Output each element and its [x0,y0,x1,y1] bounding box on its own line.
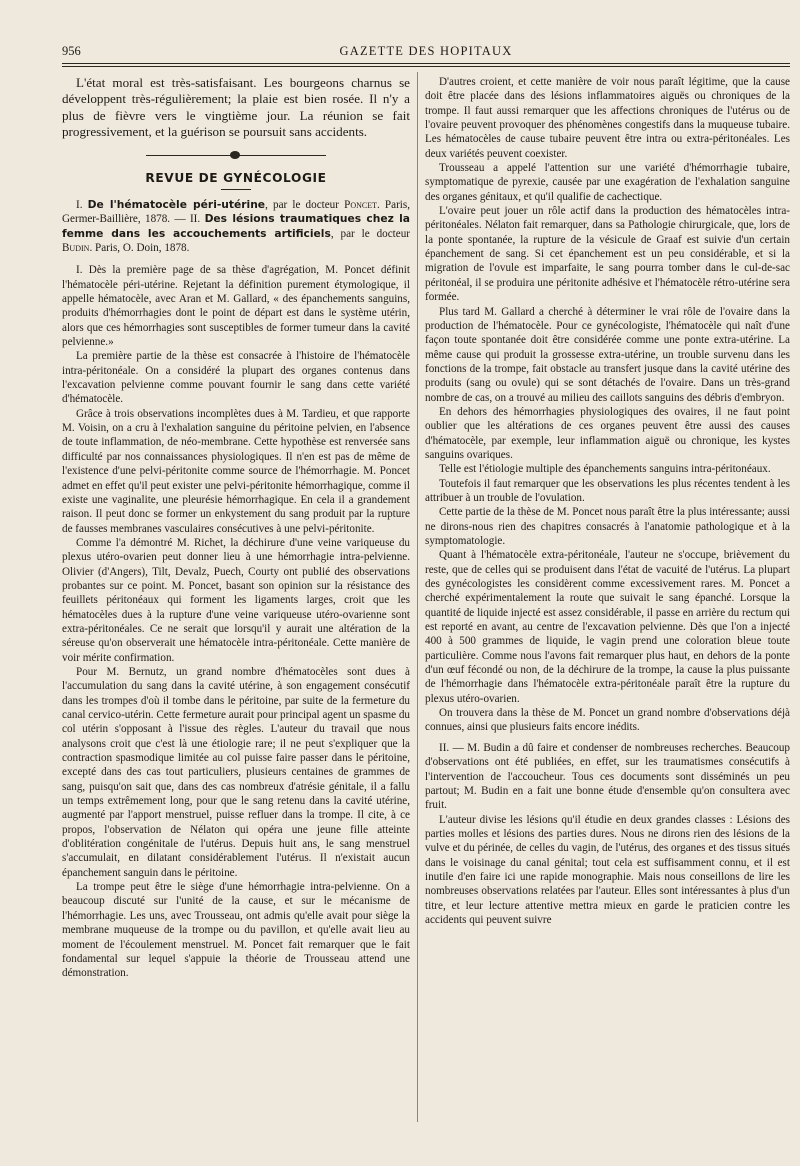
page-header [62,44,790,62]
ref1-author: Poncet [344,198,377,211]
paragraph: L'auteur divise les lésions qu'il étudie en deux grandes classes : Lésions des parties molles et lésions des parties dures. Nous ne dirons rien des lésions de la vulve et du périnée, de celles du vagin, de l'utérus, des organes et des tissus situés dans le voisinage du canal génital; tout cela est suffisamment connu, et il est inutile d'en faire ici une rapide monographie. Mais nous conseillons de lire les nombreuses observations relatées par l'auteur. Elles sont intéressantes à plus d'un titre, et leur lecture attentive mettra mieux en garde le praticien contre les accidents qui peuvent suivre [425,813,790,926]
paragraph: La trompe peut être le siège d'une hémorrhagie intra-pelvienne. On a beaucoup discuté sur l'unité de la cause, et sur le mécanisme de l'hémorrhagie. Les uns, avec Trousseau, ont admis qu'elle avait pour siège la membrane muqueuse de la trompe ou du pavillon, et qu'elle avait lieu au moment de l'écoulement menstruel. M. Poncet fait remarquer que le fait fondamental sur lequel s'appuie la théorie de Trousseau attend une démonstration. [62,881,410,980]
ref2-author: Budin [62,242,90,254]
paragraph: On trouvera dans la thèse de M. Poncet un grand nombre d'observations déjà connues, ainsi que plusieurs faits encore inédits. [425,707,790,734]
column-divider [417,72,418,1122]
paragraph: Toutefois il faut remarquer que les observations les plus récentes tendent à les attribuer à un trouble de l'ovulation. [425,477,790,504]
section-title-rule [221,189,251,190]
paragraph: Cette partie de la thèse de M. Poncet nous paraît être la plus intéressante; aussi ne dirons-nous rien des chapitres consacrés à l'anatomie pathologique et à la symptomatologie. [425,506,790,547]
paragraph: Trousseau a appelé l'attention sur une variété d'hémorrhagie tubaire, symptomatique de pyrexie, causée par une exagération de l'exhalation sanguine des organes génitaux, et qu'il qualifie de cachectique. [425,162,790,203]
paragraph: I. Dès la première page de sa thèse d'agrégation, M. Poncet définit l'hématocèle péri-utérine. Rejetant la définition purement étymologique, il appelle hématocèle, avec Aran et M. Gallard, « des épanchements sanguins, produits d'hémorrhagies dont le point de départ est dans le système utérin, alors que ces hémorrhagies sont susceptibles de former tumeur dans la cavité pelvienne.» [62,264,410,349]
bibliographic-reference: I. De l'hématocèle péri-utérine, par le docteur Poncet. Paris, Germer-Baillière, 1878. — II. Des lésions traumatiques chez la femme dans les accouchements artificiels, par le docteur Budin. Paris, O. Doin, 1878. [62,197,411,254]
header-rule-double [62,66,790,67]
paragraph: Quant à l'hématocèle extra-péritonéale, l'auteur ne s'occupe, brièvement du reste, que de celles qui se produisent dans l'état de vacuité de l'utérus. La plupart des gynécologistes les considèrent comme excessivement rares. M. Poncet a cherché expérimentalement la route que suivait le sang épanché. Lorsque la quantité de liquide injecté est assez considérable, il passe en arrière du rectum qui est reporté en avant, au centre de l'excavation pelvienne. Dès que l'on a injecté 400 à 500 grammes de liquide, le vagin prend une coloration bleue toute particulière. Comme nous l'avons fait remarquer plus haut, en dehors de la ponte d'un œuf fécondé ou non, de la déchirure de la trompe, la cause la plus puissante de l'hémorrhagie dans l'hématocèle extra-péritonéale paraît être la rupture du plexus utéro-ovarien. [425,549,790,705]
paragraph: Grâce à trois observations incomplètes dues à M. Tardieu, et que rapporte M. Voisin, on a cru à l'exhalation sanguine du péritoine pelvien, en l'absence de toute inflammation, de néo-membrane. Cette hypothèse est renversée sans difficulté par nos connaissances physiologiques. Il n'en est pas de même de l'existence d'une pelvi-péritonite comme source de l'hémorrhagie. M. Poncet admet en effet qu'il peut exister une pelvi-péritonite hémorrhagique, comme il existe une vaginalite, une pleurésie hémorrhagique. En cela il a grandement raison. Il peut donc se former un enkystement du sang produit par la rupture de fausses membranes vasculaires consécutives à une pelvi-péritonite. [62,407,410,535]
header-rule [62,63,790,64]
paragraph: II. — M. Budin a dû faire et condenser de nombreuses recherches. Beaucoup d'observations ont été publiées, en effet, sur les traumatismes consécutifs à l'intervention de l'accoucheur. Tous ces documents sont disséminés un peu partout; M. Budin en a fait une bonne étude d'ensemble qu'on consultera avec fruit. [425,741,790,812]
right-column [425,75,790,927]
paragraph: Comme l'a démontré M. Richet, la déchirure d'une veine variqueuse du plexus utéro-ovarien peut donner lieu à une hémorrhagie intra-pelvienne. Olivier (d'Angers), Tilt, Devalz, Puech, Courty ont publié des observations probantes sur ce point. M. Poncet, basant son opinion sur la résistance des feuillets péritonéaux qui forment les ligaments larges, croit que les hématocèles dues à la rupture d'une veine variqueuse utéro-ovarienne sont extra-péritonéales. Ce ne serait que lorsqu'il y aurait une altération de la séreuse qu'on observerait une hématocèle intra-péritonéale. Cette manière de voir mérite confirmation. [62,536,410,664]
paragraph: En dehors des hémorrhagies physiologiques des ovaires, il ne faut point oublier que les altérations de ces organes peuvent être aussi des causes d'hématocèle, par exemple, leur inflammation aiguë ou chronique, les kystes sanguins ovariques. [425,405,790,461]
paragraph: Plus tard M. Gallard a cherché à déterminer le vrai rôle de l'ovaire dans la production de l'hématocèle. Pour ce gynécologiste, l'hématocèle qui naît d'une façon toute spontanée doit être considérée comme une ponte extra-utérine. La même cause qui produit la grossesse extra-utérine, un trouble survenu dans les fonctions de la trompe, fait obstacle au transfert jusque dans la cavité utérine des produits (sang ou ovule) qui se sont détachés de l'ovaire. Dans un très-grand nombre de cas, on a trouvé au milieu des caillots sanguins des débris d'embryon. [425,305,790,404]
paragraph: La première partie de la thèse est consacrée à l'histoire de l'hématocèle intra-péritonéale. On a considéré la plupart des organes contenus dans l'excavation pelvienne comme pouvant fournir le sang dans cette variété d'hématocèle. [62,350,410,406]
left-column [62,75,410,981]
ref2-title: Des lésions traumatiques chez la femme dans les accouchements artificiels [62,212,411,240]
section-ornament [62,145,410,167]
ref1-title: De l'hématocèle péri-utérine [87,197,266,211]
case-conclusion-paragraph: L'état moral est très-satisfaisant. Les bourgeons charnus se développent très-régulièrement; la plaie est bien rosée. Il n'y a plus de fièvre vers le vingtième jour. La réunion se fait progressivement, et la guérison se poursuit sans accidents. [62,75,410,140]
page-number: 956 [62,44,81,58]
paragraph: Telle est l'étiologie multiple des épanchements sanguins intra-péritonéaux. [439,463,771,476]
section-title: REVUE DE GYNÉCOLOGIE [145,170,327,185]
paragraph: D'autres croient, et cette manière de voir nous paraît légitime, que la cause doit être placée dans des lésions inflammatoires aiguës ou chroniques de la trompe. Il faut aussi remarquer que les affections chroniques de l'utérus ou de l'ovaire peuvent provoquer des phénomènes congestifs dans la muqueuse tubaire. Les hématocèles de cause tubaire peuvent être intra ou extra-péritonéales. Les deux variétés peuvent coexister. [425,76,790,160]
paragraph: L'ovaire peut jouer un rôle actif dans la production des hématocèles intra-péritonéales. Nélaton fait remarquer, dans sa Pathologie chirurgicale, que, lors de la ponte spontanée, la rupture de la vésicule de Graaf est suivie d'un certain épanchement de sang. Si cet épanchement est un peu considérable, et si la migration de l'ovule est imparfaite, le sang pourra tomber dans le cul-de-sac péritonéal, il se produira une péritonite adhésive et l'hématocèle rétro-utérine sera formée. [425,205,790,304]
journal-title: GAZETTE DES HOPITAUX [339,44,513,58]
paragraph: Pour M. Bernutz, un grand nombre d'hématocèles sont dues à l'accumulation du sang dans la cavité utérine, à son engagement consécutif dans les trompes d'où il tombe dans le péritoine, par suite de la fermeture du canal cervico-utérin. Cette fermeture aurait pour principal agent un spasme du col utérin s'opposant à l'issue des règles. L'auteur du travail que nous analysons croit que c'est là une étiologie rare; il ne peut s'expliquer que la contraction spasmodique limitée au col puisse faire passer dans le péritoine, excepté dans des cas tout particuliers, plusieurs centaines de grammes de sang, puisqu'on sait que, dans des cas nombreux d'atrésie génitale, il a fallu un temps extrêmement long, pour que le sang retenu dans la cavité utérine, augmenté par l'apport menstruel, puisse refluer dans la trompe. Il cite, à ce propos, l'observation de Nélaton qui opéra une jeune fille atteinte d'oblitération congénitale de l'utérus. Depuis huit ans, le sang menstruel s'accumulait, en dilatant considérablement l'utérus. Il n'existait aucun épanchement sanguin dans le péritoine. [62,665,410,879]
